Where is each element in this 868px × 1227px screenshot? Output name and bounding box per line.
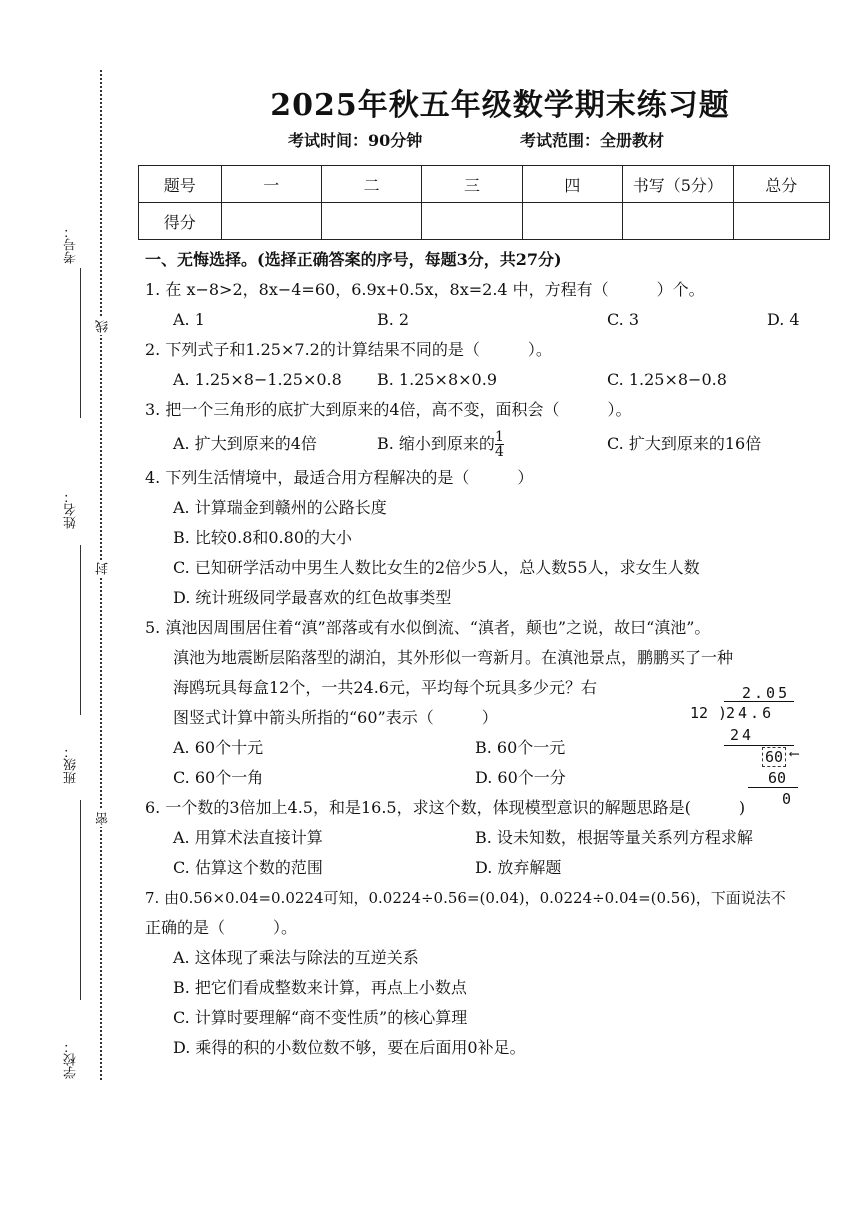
- name-field[interactable]: [80, 545, 81, 715]
- fraction-one-quarter: [495, 430, 504, 459]
- option-c[interactable]: C. 扩大到原来的16倍: [607, 434, 762, 453]
- question-5-text: 图竖式计算中箭头所指的“60”表示（ ）: [173, 708, 498, 727]
- label-class: 班级：: [64, 745, 79, 784]
- division-step-2-highlight: 60: [762, 747, 786, 767]
- score-header-cell: 题号: [139, 166, 222, 203]
- question-5-text: 滇池为地震断层陷落型的湖泊，其外形似一弯新月。在滇池景点，鹏鹏买了一种: [173, 648, 734, 667]
- option-d[interactable]: D. 60个一分: [475, 768, 566, 787]
- score-header-cell: 三: [422, 166, 522, 203]
- division-step-1: 24: [730, 726, 755, 744]
- exam-time: 考试时间：90分钟: [288, 131, 423, 150]
- score-table-score-row: [139, 203, 830, 240]
- option-c[interactable]: C. 1.25×8−0.8: [607, 370, 727, 389]
- question-4-option-b: [145, 523, 845, 553]
- question-3-stem: 3. 把一个三角形的底扩大到原来的4倍，高不变，面积会（ ）。: [145, 400, 632, 419]
- section-heading: 一、无悔选择。(选择正确答案的序号，每题3分，共27分): [145, 250, 562, 269]
- option-a[interactable]: A. 计算瑞金到赣州的公路长度: [173, 498, 387, 517]
- question-5-text: 海鸥玩具每盒12个，一共24.6元，平均每个玩具多少元？右: [173, 678, 597, 697]
- score-row-label: 得分: [139, 203, 222, 240]
- score-header-cell: 二: [321, 166, 421, 203]
- question-5-line-2: [145, 643, 845, 673]
- seal-word-line: 线: [96, 320, 111, 333]
- option-b[interactable]: B. 设未知数，根据等量关系列方程求解: [475, 828, 753, 847]
- option-b[interactable]: B. 比较0.8和0.80的大小: [173, 528, 353, 547]
- question-7-option-b: [145, 973, 845, 1003]
- score-cell[interactable]: [522, 203, 622, 240]
- fraction-denominator: 4: [494, 444, 504, 460]
- exam-scope: 考试范围：全册教材: [520, 131, 665, 150]
- option-a[interactable]: A. 1.25×8−1.25×0.8: [173, 370, 342, 389]
- score-cell[interactable]: [623, 203, 733, 240]
- class-field[interactable]: [80, 800, 81, 1000]
- question-7-option-d: [145, 1033, 845, 1063]
- binding-margin: [0, 0, 130, 1227]
- question-6-options-ab: [145, 823, 845, 853]
- question-4-stem: 4. 下列生活情境中，最适合用方程解决的是（ ）: [145, 468, 534, 487]
- question-1-options: [145, 305, 845, 335]
- division-dividend: 24.6: [726, 704, 775, 722]
- score-cell[interactable]: [321, 203, 421, 240]
- score-table: [138, 165, 830, 240]
- option-d[interactable]: D. 4: [767, 310, 800, 329]
- question-4-option-c: [145, 553, 845, 583]
- division-line-2: [748, 787, 798, 788]
- question-2-stem: 2. 下列式子和1.25×7.2的计算结果不同的是（ ）。: [145, 340, 552, 359]
- question-7-text: 正确的是（ ）。: [145, 918, 298, 937]
- score-cell[interactable]: [422, 203, 522, 240]
- label-exam-number: 考号：: [64, 225, 79, 264]
- option-d[interactable]: D. 乘得的积的小数位数不够，要在后面用0补足。: [173, 1038, 526, 1057]
- score-cell[interactable]: [733, 203, 829, 240]
- seal-word-secret: 密: [96, 812, 111, 825]
- division-step-3: 60: [768, 769, 787, 787]
- option-c[interactable]: C. 已知研学活动中男生人数比女生的2倍少5人，总人数55人，求女生人数: [173, 558, 700, 577]
- division-remainder: 0: [782, 790, 792, 808]
- option-d[interactable]: D. 放弃解题: [475, 858, 562, 877]
- question-7-option-c: [145, 1003, 845, 1033]
- page-title: 2025年秋五年级数学期末练习题: [270, 88, 730, 123]
- section-one: [145, 245, 845, 1063]
- option-b[interactable]: [377, 425, 504, 463]
- question-7-line-2: [145, 913, 845, 943]
- option-c[interactable]: C. 60个一角: [173, 768, 264, 787]
- question-1-stem: 1. 在 x−8>2，8x−4=60，6.9x+0.5x，8x=2.4 中，方程有（ ）个。: [145, 280, 705, 299]
- division-quotient: 2.05: [742, 684, 791, 702]
- score-cell[interactable]: [221, 203, 321, 240]
- question-4-option-a: [145, 493, 845, 523]
- option-a[interactable]: A. 用算术法直接计算: [173, 828, 323, 847]
- division-top-bar: [724, 701, 794, 702]
- option-a[interactable]: A. 这体现了乘法与除法的互逆关系: [173, 948, 419, 967]
- option-b[interactable]: B. 1.25×8×0.9: [377, 370, 497, 389]
- question-6-options-cd: [145, 853, 845, 883]
- division-line-1: [724, 745, 794, 746]
- score-header-cell: 一: [221, 166, 321, 203]
- option-c[interactable]: C. 3: [607, 310, 640, 329]
- arrow-left-icon: ⟵: [790, 746, 799, 762]
- label-school: 学校：: [64, 1040, 79, 1079]
- score-table-header-row: [139, 166, 830, 203]
- option-b[interactable]: B. 60个一元: [475, 738, 566, 757]
- question-2-options: [145, 365, 845, 395]
- option-c[interactable]: C. 估算这个数的范围: [173, 858, 323, 877]
- score-header-cell: 四: [522, 166, 622, 203]
- question-7-line-1: 7. 由0.56×0.04=0.0224可知，0.0224÷0.56=(0.04)，0.0224÷0.04=(0.56)，下面说法不: [145, 889, 786, 907]
- option-b[interactable]: B. 把它们看成整数来计算，再点上小数点: [173, 978, 467, 997]
- option-c[interactable]: C. 计算时要理解“商不变性质”的核心算理: [173, 1008, 468, 1027]
- question-7-option-a: [145, 943, 845, 973]
- option-a[interactable]: A. 1: [173, 310, 205, 329]
- question-3-options: [145, 425, 845, 463]
- long-division-figure: [690, 680, 800, 810]
- fraction-numerator: 1: [494, 429, 504, 445]
- exam-number-field[interactable]: [80, 268, 81, 418]
- score-header-cell: 总分: [733, 166, 829, 203]
- question-6-stem: 6. 一个数的3倍加上4.5，和是16.5，求这个数，体现模型意识的解题思路是( ): [145, 798, 746, 817]
- score-header-cell: 书写（5分）: [623, 166, 733, 203]
- option-d[interactable]: D. 统计班级同学最喜欢的红色故事类型: [173, 588, 452, 607]
- label-name: 姓名：: [64, 490, 79, 529]
- question-4-option-d: [145, 583, 845, 613]
- option-a[interactable]: A. 扩大到原来的4倍: [173, 434, 317, 453]
- option-a[interactable]: A. 60个十元: [173, 738, 264, 757]
- option-b-text: B. 缩小到原来的: [377, 434, 495, 453]
- division-bracket: ): [718, 704, 728, 722]
- option-b[interactable]: B. 2: [377, 310, 410, 329]
- division-divisor: 12: [690, 704, 709, 722]
- seal-word-seal: 封: [96, 562, 111, 575]
- question-5-line-1: 5. 滇池因周围居住着“滇”部落或有水似倒流、“滇者，颠也”之说，故曰“滇池”。: [145, 618, 711, 637]
